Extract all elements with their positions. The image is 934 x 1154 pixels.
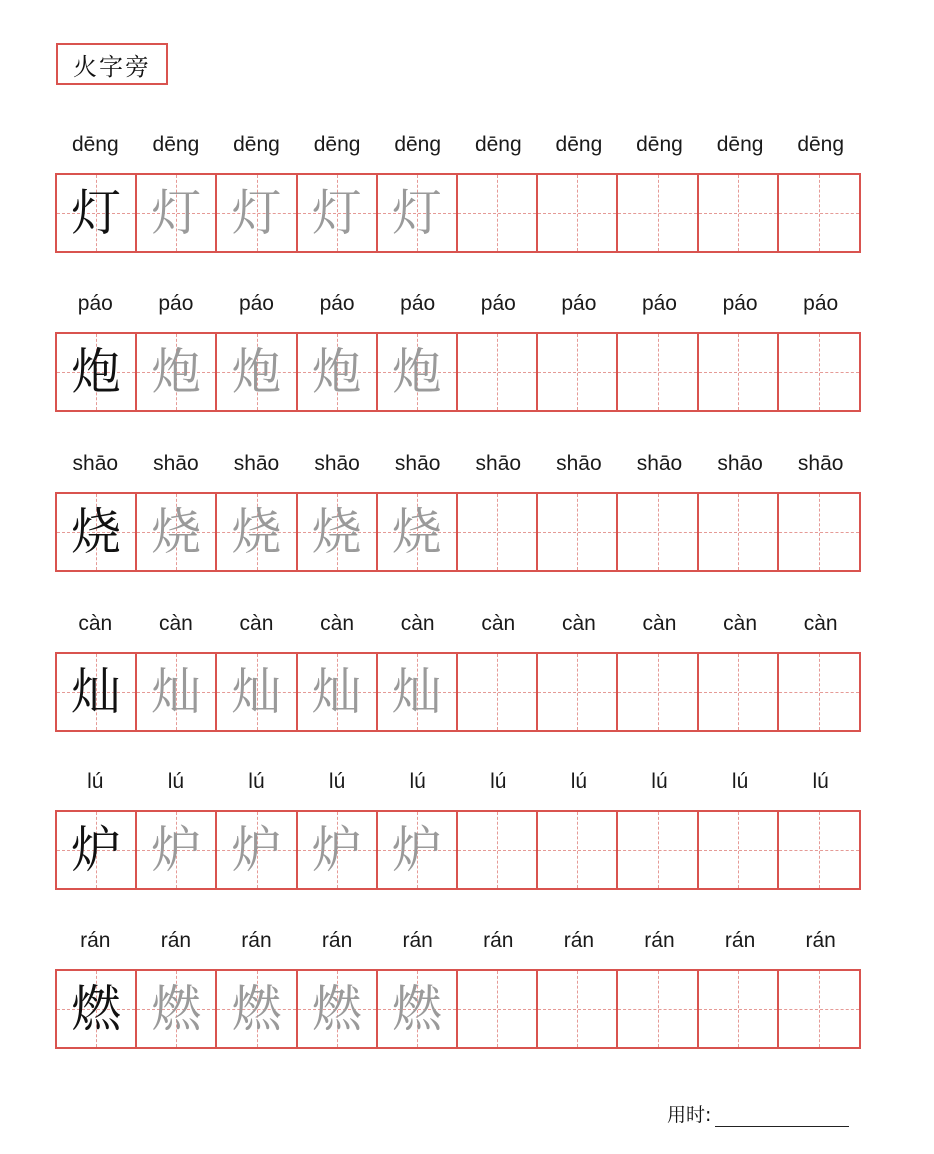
tianzige-cell bbox=[217, 654, 297, 730]
pinyin-line bbox=[55, 133, 861, 163]
tianzige-cell[interactable] bbox=[779, 494, 859, 570]
trace-character: 灯 bbox=[231, 184, 282, 242]
pinyin-label: dēng bbox=[313, 133, 361, 156]
pinyin-label: rán bbox=[563, 929, 595, 952]
practice-row bbox=[55, 770, 861, 879]
tianzige-cell[interactable] bbox=[618, 971, 698, 1047]
tianzige-cell bbox=[298, 494, 378, 570]
pinyin-label: lú bbox=[409, 770, 426, 793]
trace-character: 烧 bbox=[311, 503, 362, 561]
tianzige-cell[interactable] bbox=[538, 654, 618, 730]
trace-character: 燃 bbox=[151, 980, 202, 1038]
pinyin-label: càn bbox=[723, 612, 758, 635]
pinyin-label: càn bbox=[158, 612, 193, 635]
pinyin-label: dēng bbox=[716, 133, 764, 156]
pinyin-label: càn bbox=[239, 612, 274, 635]
tianzige-cell[interactable] bbox=[458, 175, 538, 251]
pinyin-label: lú bbox=[167, 770, 185, 793]
pinyin-label: càn bbox=[803, 612, 838, 635]
writing-grid bbox=[55, 492, 861, 572]
model-character: 灿 bbox=[71, 663, 122, 721]
tianzige-cell[interactable] bbox=[618, 654, 698, 730]
pinyin-label: páo bbox=[722, 292, 758, 315]
trace-character: 燃 bbox=[391, 980, 442, 1038]
pinyin-label: dēng bbox=[555, 133, 603, 156]
tianzige-cell[interactable] bbox=[458, 334, 538, 410]
trace-character: 炮 bbox=[151, 343, 202, 401]
pinyin-label: dēng bbox=[71, 133, 119, 156]
tianzige-cell bbox=[217, 175, 297, 251]
pinyin-label: shāo bbox=[72, 452, 119, 475]
pinyin-label: páo bbox=[480, 292, 516, 315]
pinyin-label: shāo bbox=[314, 452, 360, 475]
tianzige-cell bbox=[57, 175, 137, 251]
trace-character: 烧 bbox=[391, 503, 442, 561]
pinyin-label: lú bbox=[731, 770, 749, 793]
tianzige-cell[interactable] bbox=[538, 334, 618, 410]
pinyin-label: lú bbox=[248, 770, 265, 793]
tianzige-cell[interactable] bbox=[618, 334, 698, 410]
pinyin-label: páo bbox=[400, 292, 436, 315]
tianzige-cell bbox=[217, 812, 297, 888]
pinyin-label: shāo bbox=[636, 452, 683, 475]
pinyin-label: càn bbox=[78, 612, 113, 635]
writing-grid bbox=[55, 969, 861, 1049]
tianzige-cell bbox=[217, 494, 297, 570]
pinyin-label: shāo bbox=[153, 452, 199, 475]
tianzige-cell[interactable] bbox=[699, 334, 779, 410]
pinyin-label: shāo bbox=[556, 452, 602, 475]
trace-character: 炉 bbox=[311, 821, 362, 879]
tianzige-cell[interactable] bbox=[618, 494, 698, 570]
pinyin-line bbox=[55, 770, 861, 800]
tianzige-cell[interactable] bbox=[458, 812, 538, 888]
time-label: 用时: bbox=[667, 1104, 712, 1126]
pinyin-label: càn bbox=[642, 612, 677, 635]
tianzige-cell[interactable] bbox=[618, 175, 698, 251]
tianzige-cell[interactable] bbox=[458, 494, 538, 570]
trace-character: 炉 bbox=[391, 821, 442, 879]
tianzige-cell[interactable] bbox=[779, 334, 859, 410]
pinyin-label: dēng bbox=[636, 133, 683, 156]
tianzige-cell[interactable] bbox=[779, 812, 859, 888]
tianzige-cell bbox=[298, 812, 378, 888]
tianzige-cell bbox=[378, 971, 458, 1047]
pinyin-label: càn bbox=[481, 612, 516, 635]
pinyin-label: rán bbox=[80, 929, 111, 952]
tianzige-cell bbox=[137, 334, 217, 410]
pinyin-line bbox=[55, 452, 861, 482]
tianzige-cell bbox=[137, 175, 217, 251]
trace-character: 灯 bbox=[391, 184, 442, 242]
writing-grid bbox=[55, 173, 861, 253]
pinyin-label: lú bbox=[651, 770, 668, 793]
tianzige-cell bbox=[298, 971, 378, 1047]
tianzige-cell[interactable] bbox=[779, 971, 859, 1047]
tianzige-cell bbox=[378, 812, 458, 888]
tianzige-cell[interactable] bbox=[618, 812, 698, 888]
tianzige-cell bbox=[378, 494, 458, 570]
tianzige-cell[interactable] bbox=[538, 494, 618, 570]
tianzige-cell[interactable] bbox=[699, 812, 779, 888]
tianzige-cell bbox=[137, 494, 217, 570]
model-character: 炉 bbox=[71, 821, 122, 879]
pinyin-label: rán bbox=[241, 929, 272, 952]
trace-character: 燃 bbox=[311, 980, 362, 1038]
tianzige-cell[interactable] bbox=[699, 654, 779, 730]
pinyin-label: rán bbox=[321, 929, 353, 952]
trace-character: 灯 bbox=[311, 184, 362, 242]
worksheet-title: 火字旁 bbox=[56, 43, 168, 85]
tianzige-cell bbox=[57, 494, 137, 570]
tianzige-cell bbox=[137, 971, 217, 1047]
trace-character: 灿 bbox=[391, 663, 442, 721]
pinyin-label: lú bbox=[812, 770, 829, 793]
time-blank-line bbox=[715, 1102, 849, 1127]
tianzige-cell[interactable] bbox=[538, 812, 618, 888]
pinyin-label: shāo bbox=[717, 452, 763, 475]
pinyin-label: rán bbox=[644, 929, 675, 952]
pinyin-line bbox=[55, 929, 861, 959]
pinyin-label: rán bbox=[483, 929, 514, 952]
tianzige-cell bbox=[57, 812, 137, 888]
pinyin-label: páo bbox=[77, 292, 113, 315]
tianzige-cell[interactable] bbox=[779, 175, 859, 251]
pinyin-label: rán bbox=[402, 929, 433, 952]
tianzige-cell bbox=[57, 654, 137, 730]
pinyin-label: shāo bbox=[475, 452, 522, 475]
model-character: 烧 bbox=[71, 503, 122, 561]
tianzige-cell bbox=[298, 654, 378, 730]
trace-character: 烧 bbox=[151, 503, 202, 561]
trace-character: 炮 bbox=[311, 343, 362, 401]
practice-row bbox=[55, 929, 861, 1038]
practice-row bbox=[55, 612, 861, 721]
pinyin-label: páo bbox=[158, 292, 194, 315]
writing-grid bbox=[55, 332, 861, 412]
model-character: 燃 bbox=[71, 980, 122, 1038]
trace-character: 灿 bbox=[151, 663, 202, 721]
model-character: 炮 bbox=[71, 343, 122, 401]
pinyin-label: dēng bbox=[233, 133, 280, 156]
tianzige-cell bbox=[298, 334, 378, 410]
pinyin-label: rán bbox=[724, 929, 756, 952]
trace-character: 灿 bbox=[231, 663, 282, 721]
pinyin-label: páo bbox=[641, 292, 677, 315]
pinyin-label: dēng bbox=[152, 133, 200, 156]
pinyin-label: càn bbox=[320, 612, 355, 635]
model-character: 灯 bbox=[71, 184, 122, 242]
trace-character: 燃 bbox=[231, 980, 282, 1038]
tianzige-cell[interactable] bbox=[538, 175, 618, 251]
tianzige-cell[interactable] bbox=[699, 175, 779, 251]
trace-character: 炉 bbox=[151, 821, 202, 879]
practice-row bbox=[55, 452, 861, 561]
pinyin-label: páo bbox=[803, 292, 839, 315]
pinyin-label: dēng bbox=[394, 133, 442, 156]
pinyin-line bbox=[55, 612, 861, 642]
tianzige-cell bbox=[137, 812, 217, 888]
pinyin-label: lú bbox=[87, 770, 104, 793]
pinyin-label: shāo bbox=[797, 452, 844, 475]
writing-grid bbox=[55, 652, 861, 732]
trace-character: 烧 bbox=[231, 503, 282, 561]
trace-character: 炉 bbox=[231, 821, 282, 879]
pinyin-label: rán bbox=[160, 929, 192, 952]
pinyin-label: páo bbox=[561, 292, 597, 315]
pinyin-label: páo bbox=[238, 292, 274, 315]
pinyin-label: càn bbox=[400, 612, 435, 635]
tianzige-cell[interactable] bbox=[538, 971, 618, 1047]
tianzige-cell[interactable] bbox=[458, 971, 538, 1047]
trace-character: 灿 bbox=[311, 663, 362, 721]
pinyin-label: shāo bbox=[233, 452, 280, 475]
pinyin-label: páo bbox=[319, 292, 355, 315]
pinyin-label: dēng bbox=[474, 133, 522, 156]
tianzige-cell[interactable] bbox=[699, 971, 779, 1047]
pinyin-label: lú bbox=[490, 770, 507, 793]
writing-grid bbox=[55, 810, 861, 890]
tianzige-cell bbox=[217, 971, 297, 1047]
time-footer bbox=[667, 1100, 849, 1127]
tianzige-cell[interactable] bbox=[458, 654, 538, 730]
trace-character: 灯 bbox=[151, 184, 202, 242]
tianzige-cell[interactable] bbox=[779, 654, 859, 730]
pinyin-label: shāo bbox=[394, 452, 441, 475]
pinyin-label: lú bbox=[328, 770, 346, 793]
practice-row bbox=[55, 133, 861, 242]
practice-row bbox=[55, 292, 861, 401]
pinyin-label: rán bbox=[805, 929, 836, 952]
tianzige-cell bbox=[57, 971, 137, 1047]
tianzige-cell bbox=[217, 334, 297, 410]
tianzige-cell bbox=[57, 334, 137, 410]
tianzige-cell bbox=[378, 175, 458, 251]
trace-character: 炮 bbox=[231, 343, 282, 401]
pinyin-label: càn bbox=[561, 612, 596, 635]
pinyin-label: dēng bbox=[797, 133, 845, 156]
tianzige-cell[interactable] bbox=[699, 494, 779, 570]
tianzige-cell bbox=[137, 654, 217, 730]
tianzige-cell bbox=[298, 175, 378, 251]
trace-character: 炮 bbox=[391, 343, 442, 401]
pinyin-line bbox=[55, 292, 861, 322]
tianzige-cell bbox=[378, 654, 458, 730]
tianzige-cell bbox=[378, 334, 458, 410]
pinyin-label: lú bbox=[570, 770, 588, 793]
